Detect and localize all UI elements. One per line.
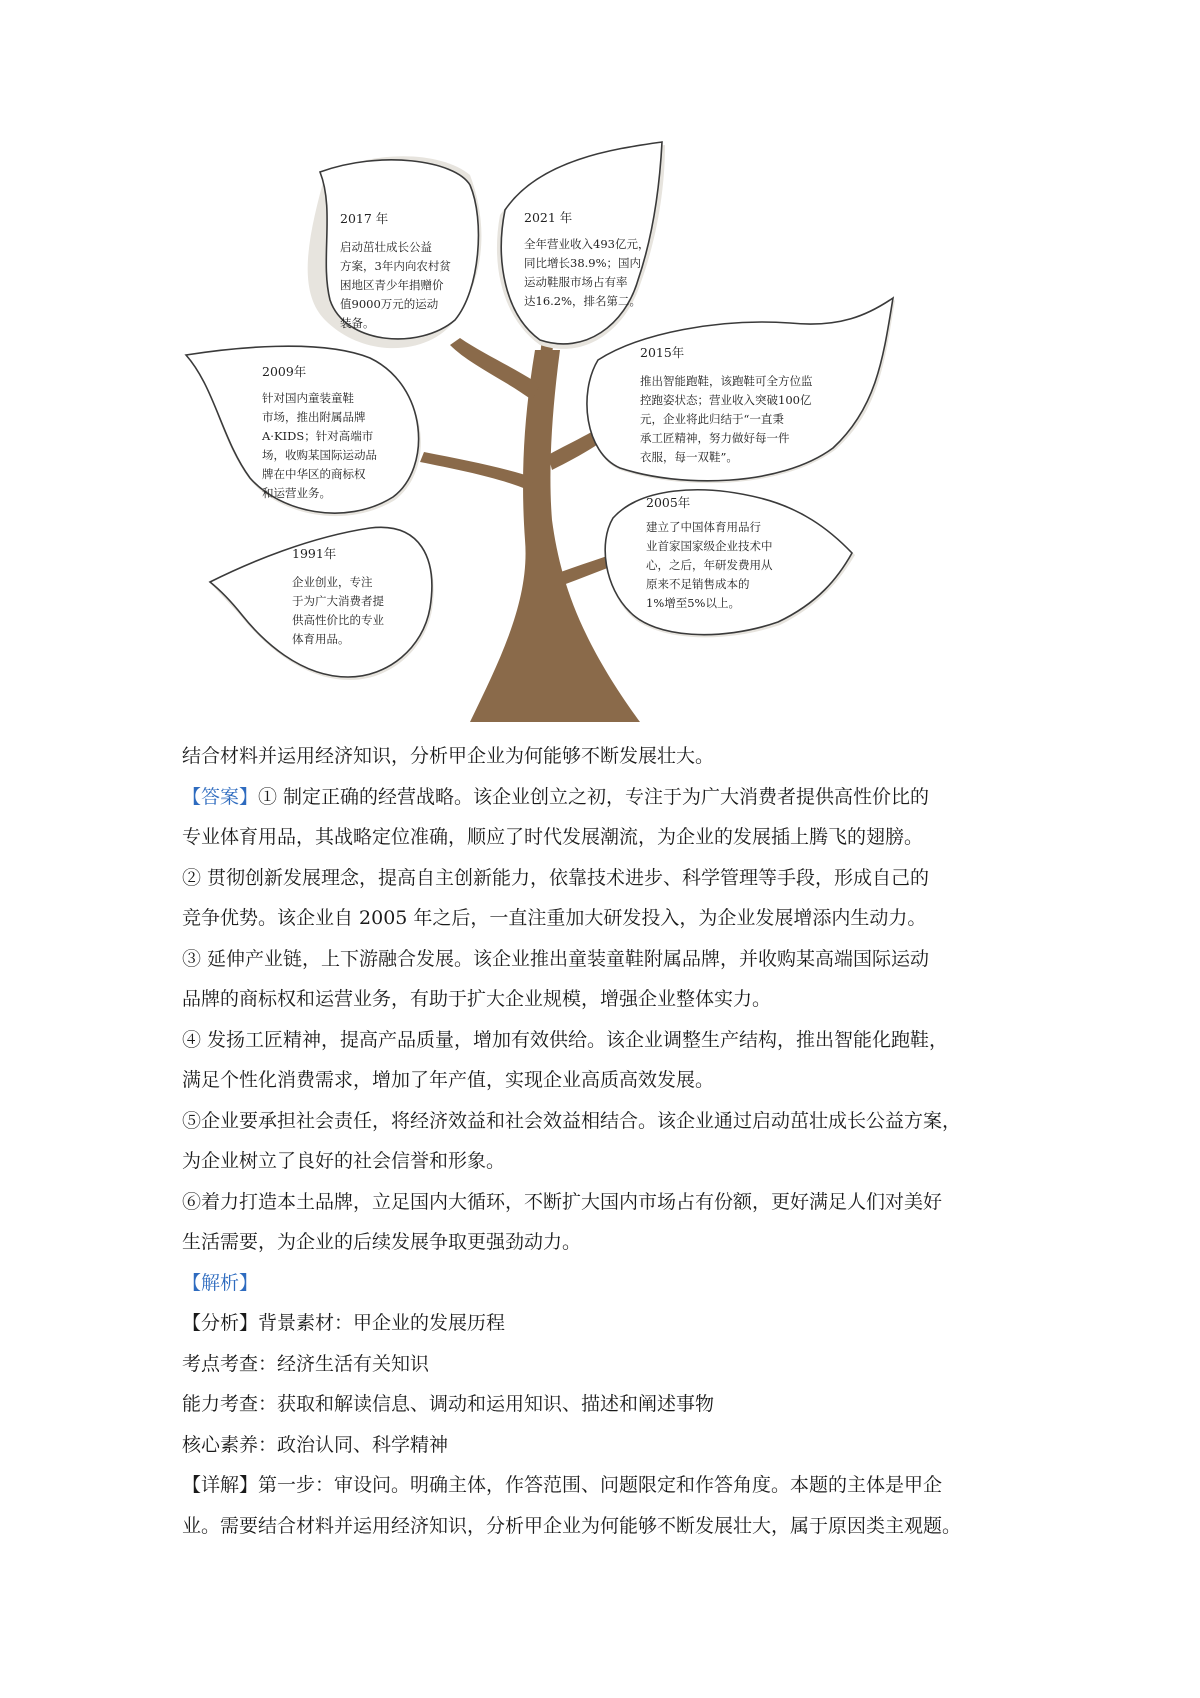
- leaf-2021: [497, 142, 665, 349]
- answer-point-3-line-2: 品牌的商标权和运营业务，有助于扩大企业规模，增强企业整体实力。: [182, 988, 772, 1010]
- svg-text:于为广大消费者提: [292, 594, 384, 608]
- leaf-2009-line: 针对国内童装童鞋: [262, 391, 354, 405]
- analysis-ability: 能力考查：获取和解读信息、调动和运用知识、描述和阐述事物: [182, 1393, 715, 1415]
- leaf-2021-line: 全年营业收入493亿元，: [524, 237, 650, 251]
- svg-text:衣服，每一双鞋”。: [640, 450, 738, 464]
- svg-text:达16.2%，排名第二。: [524, 294, 641, 308]
- svg-text:建立了中国体育用品行: [646, 520, 761, 534]
- answer-point-2-line-1: ② 贯彻创新发展理念，提高自主创新能力，依靠技术进步、科学管理等手段，形成自己的: [182, 866, 930, 889]
- leaf-2009-line: A·KIDS；针对高端市: [262, 429, 374, 443]
- leaf-2009-line: 市场，推出附属品牌: [262, 410, 366, 424]
- leaf-2005-line: 原来不足销售成本的: [646, 577, 750, 591]
- leaf-2005-line: 心，之后，年研发费用从: [646, 558, 773, 572]
- svg-text:运动鞋服市场占有率: [524, 275, 628, 289]
- svg-text:元，企业将此归结于“一直秉: [640, 412, 784, 426]
- svg-text:同比增长38.9%；国内: [524, 256, 641, 270]
- answer-point-5-line-1: ⑤企业要承担社会责任，将经济效益和社会效益相结合。该企业通过启动茁壮成长公益方案，: [182, 1109, 962, 1132]
- leaf-1991-line: 企业创业，专注: [292, 575, 373, 589]
- leaf-1991-year: 1991年: [292, 546, 337, 561]
- svg-text:和运营业务。: [262, 486, 331, 500]
- answer-point-4-line-1: ④ 发扬工匠精神，提高产品质量，增加有效供给。该企业调整生产结构，推出智能化跑鞋，: [182, 1028, 949, 1051]
- leaf-2015-line: 承工匠精神，努力做好每一件: [640, 431, 790, 445]
- company-history-tree-figure: [0, 0, 1200, 740]
- leaf-2005-year: 2005年: [646, 495, 691, 510]
- analysis-knowledge-point: 考点考查：经济生活有关知识: [182, 1352, 430, 1375]
- analysis-background: 【分析】背景素材：甲企业的发展历程: [182, 1312, 506, 1334]
- leaf-2015-line: 衣服，每一双鞋”。: [640, 450, 738, 464]
- answer-point-6-line-2: 生活需要，为企业的后续发展争取更强劲动力。: [182, 1231, 582, 1253]
- svg-text:牌在中华区的商标权: [262, 467, 366, 481]
- leaf-2009-line: 场，收购某国际运动品: [262, 448, 377, 462]
- svg-text:供高性价比的专业: [292, 613, 384, 627]
- leaf-2017-line: 装备。: [340, 316, 375, 330]
- leaf-2015-line: 推出智能跑鞋，该跑鞋可全方位监: [640, 374, 813, 388]
- svg-text:体育用品。: [292, 632, 350, 646]
- leaf-2009-year: 2009年: [262, 364, 307, 379]
- svg-text:原来不足销售成本的: [646, 577, 750, 591]
- svg-text:企业创业，专注: [292, 575, 373, 589]
- answer-tag: 【答案】: [182, 785, 259, 808]
- leaf-2017-line: 启动茁壮成长公益: [340, 240, 432, 254]
- answer-point-2-line-2: 竞争优势。该企业自 2005 年之后，一直注重加大研发投入，为企业发展增添内生动力。: [182, 907, 927, 929]
- detail-line-1: 【详解】第一步：审设问。明确主体，作答范围、问题限定和作答角度。本题的主体是甲企: [182, 1474, 943, 1496]
- analysis-tag: 【解析】: [182, 1271, 259, 1294]
- leaf-2005: [605, 490, 855, 638]
- leaf-2005-line: 建立了中国体育用品行: [646, 520, 761, 534]
- leaf-2017-line: 值9000万元的运动: [340, 297, 439, 311]
- svg-text:1%增至5%以上。: [646, 596, 740, 610]
- leaf-2005-line: 业首家国家级企业技术中: [646, 539, 773, 553]
- svg-text:市场，推出附属品牌: [262, 410, 366, 424]
- svg-text:方案，3年内向农村贫: [340, 259, 451, 273]
- question-text: 结合材料并运用经济知识，分析甲企业为何能够不断发展壮大。: [182, 745, 715, 767]
- leaf-2021-line: 达16.2%，排名第二。: [524, 294, 642, 308]
- svg-text:业首家国家级企业技术中: [646, 539, 773, 553]
- leaf-2017-line: 方案，3年内向农村贫: [340, 259, 451, 273]
- leaf-2017-year: 2017 年: [340, 211, 389, 226]
- svg-text:装备。: [340, 316, 375, 330]
- leaf-2021-line: 运动鞋服市场占有率: [524, 275, 628, 289]
- leaf-2021-year: 2021 年: [524, 210, 573, 225]
- analysis-core-literacy: 核心素养：政治认同、科学精神: [182, 1433, 449, 1456]
- svg-text:承工匠精神，努力做好每一件: [640, 431, 790, 445]
- leaf-2015: [587, 298, 895, 483]
- leaf-2015-line: 控跑姿状态；营业收入突破100亿: [640, 393, 812, 407]
- answer-point-1-line-1: ① 制定正确的经营战略。该企业创立之初，专注于为广大消费者提供高性价比的: [258, 785, 930, 808]
- svg-text:心，之后，年研发费用从: [646, 558, 773, 572]
- answer-line: [182, 777, 1032, 818]
- answer-point-5-line-2: 为企业树立了良好的社会信誉和形象。: [182, 1150, 506, 1172]
- svg-text:控跑姿状态；营业收入突破100亿: [640, 393, 812, 407]
- leaf-2015-year: 2015年: [640, 345, 685, 360]
- leaf-1991: [210, 527, 434, 680]
- leaf-2015-line: 元，企业将此归结于“一直秉: [640, 412, 784, 426]
- svg-text:针对国内童装童鞋: [262, 391, 354, 405]
- leaf-2005-line: 1%增至5%以上。: [646, 596, 740, 610]
- leaf-2009: [186, 346, 421, 516]
- answer-point-6-line-1: ⑥着力打造本土品牌，立足国内大循环，不断扩大国内市场占有份额，更好满足人们对美好: [182, 1190, 943, 1213]
- svg-text:全年营业收入493亿元，: [524, 237, 649, 251]
- answer-point-1-line-2: 专业体育用品，其战略定位准确，顺应了时代发展潮流，为企业的发展插上腾飞的翅膀。: [182, 826, 924, 848]
- leaf-2017-line: 困地区青少年捐赠价: [340, 278, 444, 292]
- leaf-1991-line: 于为广大消费者提: [292, 594, 384, 608]
- svg-text:场，收购某国际运动品: [262, 448, 377, 462]
- svg-text:值9000万元的运动: [340, 297, 439, 311]
- svg-text:困地区青少年捐赠价: [340, 278, 444, 292]
- svg-text:启动茁壮成长公益: [340, 240, 432, 254]
- leaf-2021-line: 同比增长38.9%；国内: [524, 256, 642, 270]
- document-body: [182, 736, 1032, 1546]
- detail-line-2: 业。需要结合材料并运用经济知识，分析甲企业为何能够不断发展壮大，属于原因类主观题。: [182, 1514, 962, 1537]
- leaf-1991-line: 体育用品。: [292, 632, 350, 646]
- svg-text:A·KIDS；针对高端市: [261, 429, 374, 443]
- svg-text:推出智能跑鞋，该跑鞋可全方位监: [640, 374, 813, 388]
- answer-point-3-line-1: ③ 延伸产业链，上下游融合发展。该企业推出童装童鞋附属品牌，并收购某高端国际运动: [182, 947, 930, 970]
- leaf-2009-line: 牌在中华区的商标权: [262, 467, 366, 481]
- leaf-1991-line: 供高性价比的专业: [292, 613, 384, 627]
- answer-point-4-line-2: 满足个性化消费需求，增加了年产值，实现企业高质高效发展。: [182, 1069, 715, 1091]
- leaf-2009-line: 和运营业务。: [262, 486, 331, 500]
- leaf-2017: [308, 156, 482, 348]
